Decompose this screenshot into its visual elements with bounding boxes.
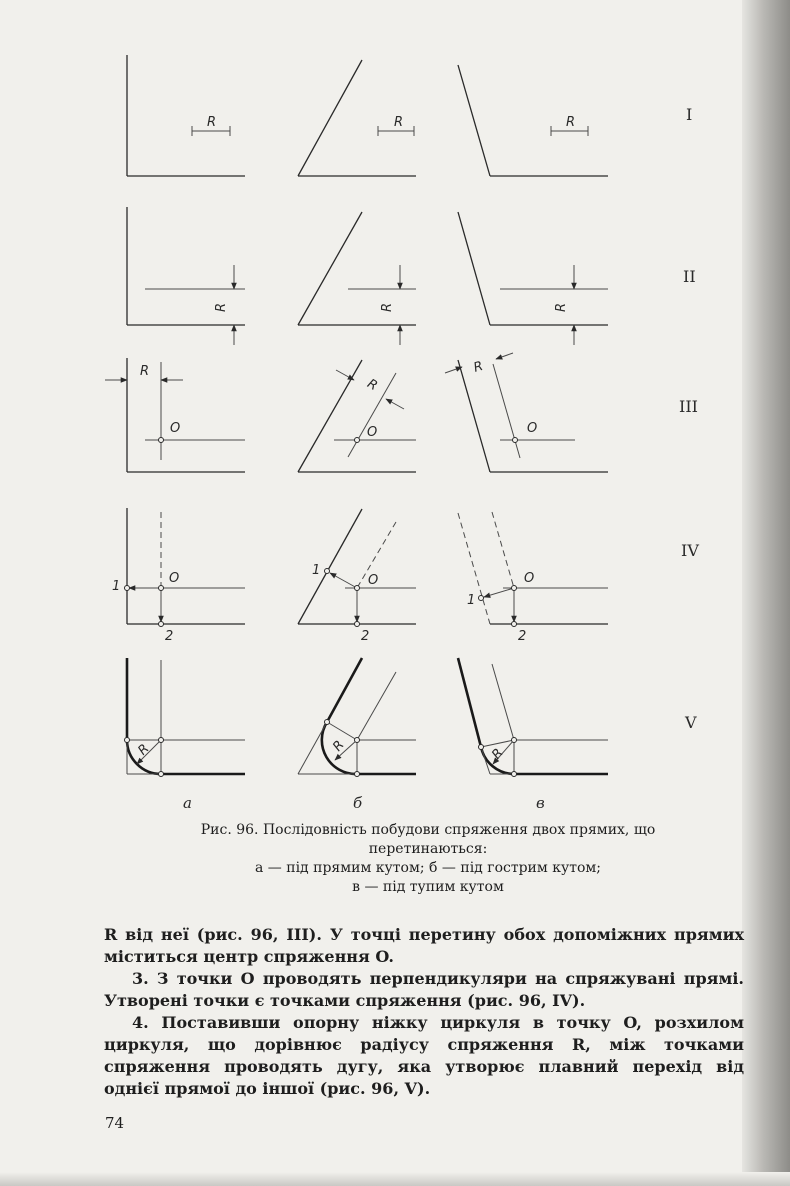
row-label-1: I [686,105,693,124]
radius-label: R [135,741,153,759]
point-1-label: 1 [467,593,476,608]
row-3-panels [105,353,608,472]
row-label-2: II [683,267,696,286]
point-2-label: 2 [165,629,174,644]
column-label-b: б [353,794,363,812]
body-text [104,924,744,1100]
page-bottom-edge [0,1172,790,1186]
paragraph-2: 3. З точки O проводять перпендикуляри на спряжувані прямі. Утворені точки є точками спряження (рис. 96, IV). [104,969,744,1010]
point-1-label: 1 [312,563,321,578]
caption-line-4: в — під тупим кутом [352,879,504,895]
row-5-panels [125,658,609,777]
radius-label: R [207,115,217,130]
radius-label: R [380,302,395,312]
point-1-label: 1 [112,579,121,594]
row-2-panels [127,207,608,345]
center-label: O [367,425,378,440]
center-label: O [527,421,538,436]
radius-label: R [140,364,150,379]
caption-line-2: перетинаються: [368,841,488,857]
caption-line-1: Рис. 96. Послідовність побудови спряження двох прямих, що [200,822,656,838]
row-label-5: V [685,713,697,732]
radius-label: R [471,358,485,376]
column-label-v: в [536,794,545,812]
center-label: O [524,571,535,586]
radius-label: R [330,737,348,755]
caption-line-3: а — під прямим кутом; б — під гострим кутом; [255,860,601,876]
figure-caption [108,821,748,897]
page-number: 74 [105,1114,125,1132]
center-label: O [368,573,379,588]
paragraph-1: R від неї (рис. 96, III). У точці перетину обох допоміжних прямих міститься центр спряження O. [104,925,744,966]
center-label: O [170,421,181,436]
point-2-label: 2 [518,629,527,644]
center-label: O [169,571,180,586]
radius-label: R [566,115,576,130]
radius-label: R [394,115,404,130]
paragraph-3: 4. Поставивши опорну ніжку циркуля в точку O, розхилом циркуля, що дорівнює радіусу спряження R, між точками спряження проводять дугу, яка утворює плавний перехід від однієї прямої до іншої (рис. 96, V). [104,1013,744,1098]
point-2-label: 2 [361,629,370,644]
radius-label: R [489,745,507,763]
row-1-panels [127,55,608,176]
column-label-a: а [183,794,192,812]
row-label-3: III [679,397,698,416]
row-label-4: IV [681,541,699,560]
row-4-panels [112,508,608,644]
radius-label: R [364,376,380,394]
radius-label: R [554,302,569,312]
radius-label: R [214,302,229,312]
